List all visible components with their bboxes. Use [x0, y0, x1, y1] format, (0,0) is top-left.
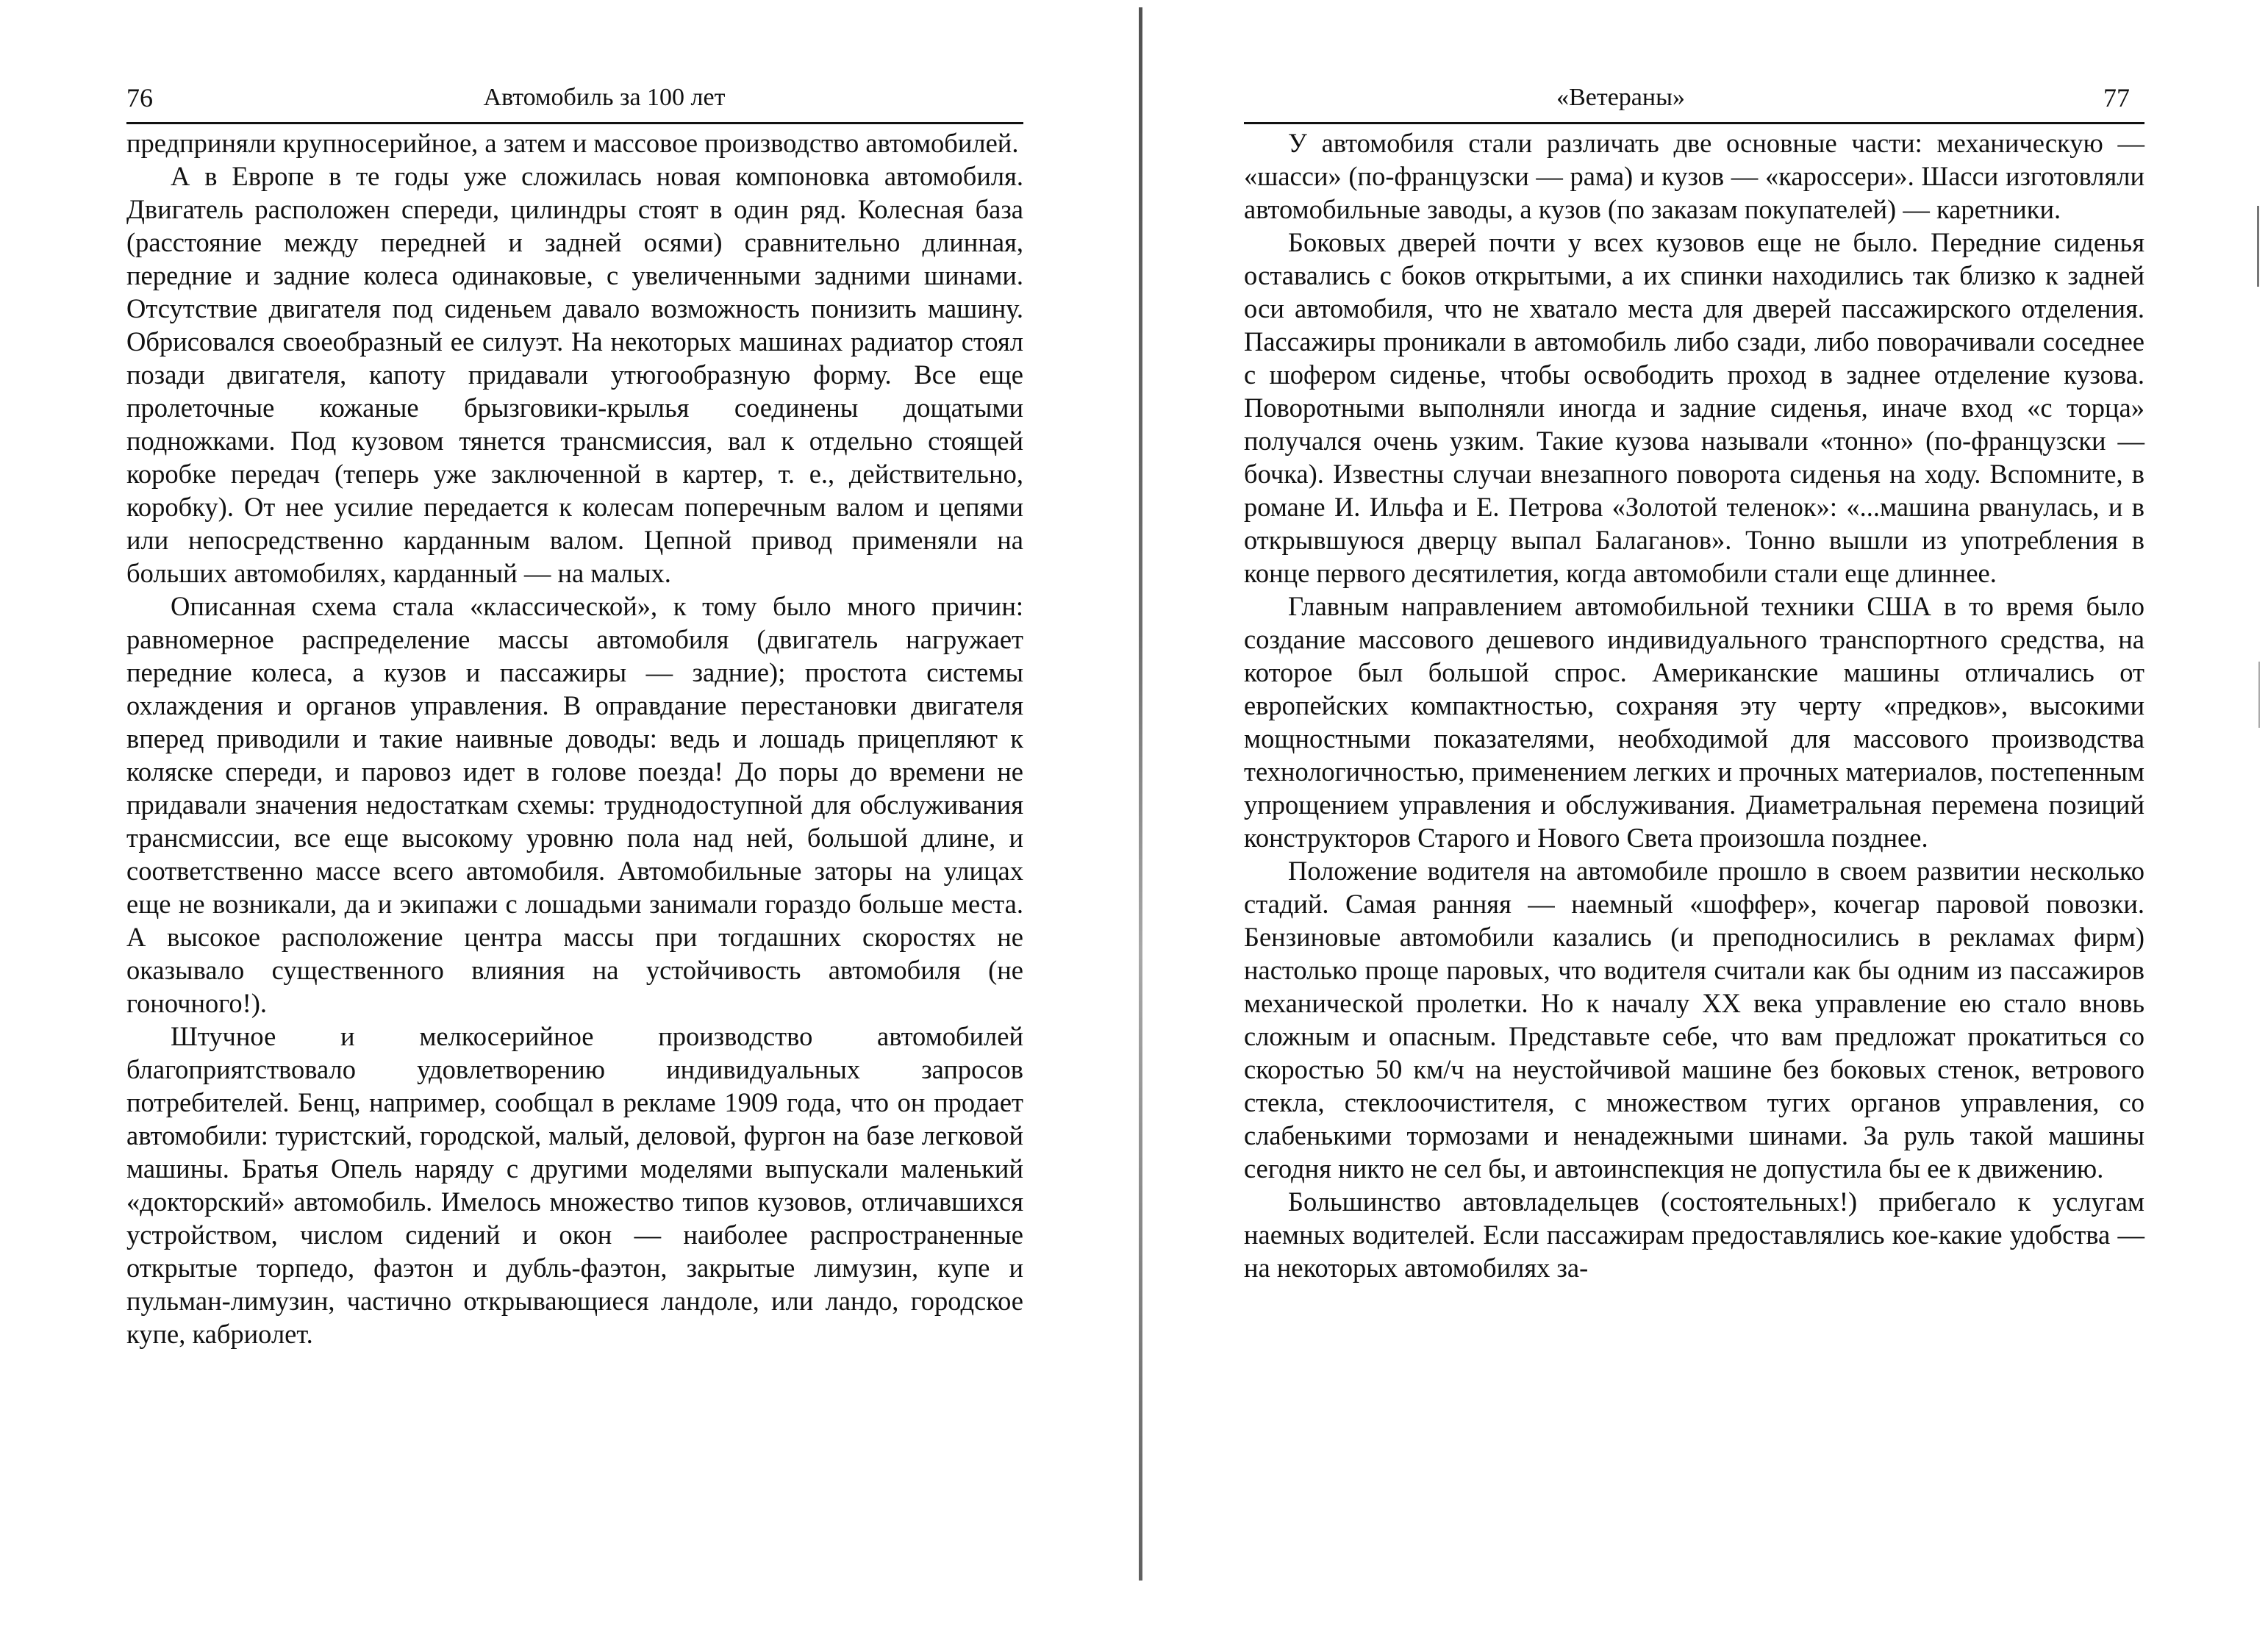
paragraph: Главным направлением автомобильной техники США в то время было создание массового дешевого индивидуального транспортного средства, на которое был большой спрос. Американские машины отличались от европейских компактностью, сохраняя эту черту «предков», высокими мощностными показателями, необходимой для массового производства технологичностью, применением легких и прочных материалов, постепенным упрощением управления и обслуживания. Диаметральная перемена позиций конструкторов Старого и Нового Света произошла позднее. [1244, 591, 2144, 853]
right-page-body [1244, 126, 2144, 1284]
scan-edge-mark [2257, 206, 2259, 287]
left-page-header [126, 74, 1023, 124]
left-page-number: 76 [126, 83, 153, 112]
paragraph: Положение водителя на автомобиле прошло в своем развитии несколько стадий. Самая ранняя — наемный «шоффер», кочегар паровой повозки. Бензиновые автомобили казались (и преподносились в рекламах фирм) настолько проще паровых, что водителя считали как бы одним из пассажиров механической пролетки. Но к началу XX века управление ею стало вновь сложным и опасным. Представьте себе, что вам предложат прокатиться со скоростью 50 км/ч на неустойчивой машине без боковых стенок, ветрового стекла, стеклоочистителя, с множеством тугих органов управления, со слабенькими тормозами и ненадежными шинами. За руль такой машины сегодня никто не сел бы, и автоинспекция не допустила бы ее к движению. [1244, 856, 2144, 1184]
left-running-head: Автомобиль за 100 лет [483, 84, 726, 111]
paragraph: предприняли крупносерийное, а затем и массовое производство автомобилей. [126, 128, 1019, 158]
right-page [1136, 0, 2268, 1643]
paragraph: Штучное и мелкосерийное производство автомобилей благоприятствовало удовлетворению индивидуальных запросов потребителей. Бенц, например, сообщал в рекламе 1909 года, что он продает автомобили: туристский, городской, малый, деловой, фургон на базе легковой машины. Братья Опель наряду с другими моделями выпускали маленький «докторский» автомобиль. Имелось множество типов кузовов, отличавшихся устройством, числом сидений и окон — наиболее распространенные открытые торпедо, фаэтон и дубль-фаэтон, закрытые лимузин, купе и пульман-лимузин, частично открывающиеся ландоле, или ландо, городское купе, кабриолет. [126, 1021, 1023, 1349]
scan-edge-mark [2258, 662, 2260, 728]
paragraph: А в Европе в те годы уже сложилась новая компоновка автомобиля. Двигатель расположен спереди, цилиндры стоят в один ряд. Колесная база (расстояние между передней и задней осями) сравнительно длинная, передние и задние колеса одинаковые, с увеличенными задними шинами. Отсутствие двигателя под сиденьем давало возможность понизить машину. Обрисовался своеобразный ее силуэт. На некоторых машинах радиатор стоял позади двигателя, капоту придавали утюгообразную форму. Все еще пролеточные кожаные брызговики-крылья соединены дощатыми подножками. Под кузовом тянется трансмиссия, вал к отдельно стоящей коробке передач (теперь уже заключенной в картер, т. е., действительно, коробку). От нее усилие передается к колесам поперечным валом и цепями или непосредственно карданным валом. Цепной привод применяли на больших автомобилях, карданный — на малых. [126, 161, 1023, 588]
left-page-body [126, 126, 1023, 1350]
paragraph: Описанная схема стала «классической», к тому было много причин: равномерное распределение массы автомобиля (двигатель нагружает передние колеса, а кузов и пассажиры — задние); простота системы охлаждения и органов управления. В оправдание перестановки двигателя вперед приводили и такие наивные доводы: ведь и лошадь прицепляют к коляске спереди, и паровоз идет в голове поезда! До поры до времени не придавали значения недостаткам схемы: труднодоступной для обслуживания трансмиссии, все еще высокому уровню пола над ней, большой длине, и соответственно массе всего автомобиля. Автомобильные заторы на улицах еще не возникали, да и экипажи с лошадьми занимали гораздо больше места. А высокое расположение центра массы при тогдашних скоростях не оказывало существенного влияния на устойчивость автомобиля (не гоночного!). [126, 591, 1023, 1018]
paragraph: У автомобиля стали различать две основные части: механическую — «шасси» (по-французски — рама) и кузов — «каросcери». Шасси изготовляли автомобильные заводы, а кузов (по заказам покупателей) — каретники. [1244, 128, 2144, 224]
paragraph: Большинство автовладельцев (состоятельных!) прибегало к услугам наемных водителей. Если пассажирам предоставлялись кое-какие удобства — на некоторых автомобилях за- [1244, 1186, 2144, 1283]
right-page-header [1244, 74, 2144, 124]
right-page-number: 77 [2103, 83, 2130, 112]
right-running-head: «Ветераны» [1556, 84, 1685, 111]
paragraph: Боковых дверей почти у всех кузовов еще не было. Передние сиденья оставались с боков открытыми, а их спинки находились так близко к задней оси автомобиля, что не хватало места для дверей пассажирского отделения. Пассажиры проникали в автомобиль либо сзади, либо поворачивали соседнее с шофером сиденье, чтобы освободить проход в заднее отделение кузова. Поворотными выполняли иногда и задние сиденья, иначе вход «с торца» получался очень узким. Такие кузова называли «тонно» (по-французски — бочка). Известны случаи внезапного поворота сиденья на ходу. Вспомните, в романе И. Ильфа и Е. Петрова «Золотой теленок»: «...машина рванулась, и в открывшуюся дверцу выпал Балаганов». Тонно вышли из употребления в конце первого десятилетия, когда автомобили стали еще длиннее. [1244, 227, 2144, 588]
